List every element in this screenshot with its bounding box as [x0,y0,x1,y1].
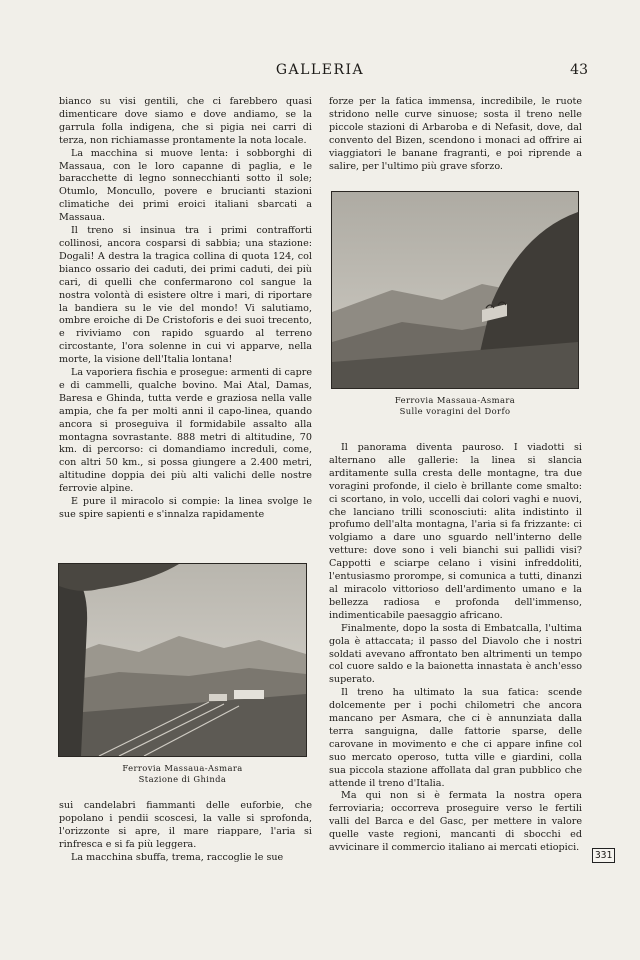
paragraph: E pure il miracolo si compie: la linea svolge le sue spire sapienti e s'innalza rapidamente [59,496,312,520]
dorfo-photo-image [332,192,578,388]
left-column-bottom [59,800,312,865]
caption-line: Ferrovia Massaua-Asmara [122,763,243,773]
page-number: 43 [570,62,588,78]
figure-ghinda-station [58,563,307,784]
left-column-top [59,96,312,522]
running-header-title: GALLERIA [275,62,365,78]
paragraph: Il treno ha ultimato la sua fatica: scende dolcemente per i pochi chilometri che ancora mancano per Asmara, che ci è annunziata dalla terra sanguigna, dalle fattorie sparse, delle carovane in movimento e che ci appare infine col suo mercato operoso, tutta ville e giardini, colla sua piccola stazione affollata dal gran pubblico che attende il treno d'Italia. [329,687,582,789]
caption-line: Ferrovia Massaua-Asmara [394,395,516,405]
paragraph: La macchina sbuffa, trema, raccoglie le sue [71,851,284,863]
caption-line: Stazione di Ghinda [138,773,227,784]
paragraph: La macchina si muove lenta: i sobborghi di Massaua, con le loro capanne di paglia, e le baracchette di legno sonnecchianti sotto il sole; Otumlo, Moncullo, povere e brucianti stazioni climatiche dei primi eroici italiani sbarcati a Massaua. [59,147,312,224]
right-column-bottom [329,442,582,855]
photo-dorfo-viaduct [331,191,579,389]
ghinda-photo-image [59,564,306,756]
paragraph: sui candelabri fiammanti delle euforbie, che popolano i pendii scoscesi, la valle si sprofonda, l'orizzonte si apre, il mare riappare, l'aria si rinfresca e si fa più leggera. [59,800,312,850]
paragraph: Ma qui non si è fermata la nostra opera ferroviaria; occorreva proseguire verso le fertili valli del Barca e del Gasc, per mettere in valore quelle vaste regioni, mancanti di sbocchi ed avvicinare il commercio italiano ai mercati etiopici. [329,790,582,854]
figure-caption [58,763,307,784]
photo-ghinda-station [58,563,307,757]
paragraph: Il panorama diventa pauroso. I viadotti si alternano alle gallerie: la linea si slancia arditamente sulla cresta delle montagne, tra due voragini profonde, il cielo è brillante come smalto: ci scortano, in volo, uccelli dai colori vaghi e nuovi, che lanciano trilli sconosciuti: alita indistinto il profumo dell'alta montagna, l'aria si fa frizzante: ci volgiamo a dare uno sguardo nell'interno delle vetture: dove sono i veli bianchi sui pallidi visi? Cappotti e sciarpe celano i visini infreddoliti, l'entusiasmo prorompe, si comunica a tutti, dinanzi al miracolo vittorioso dell'ardimento umano e la bellezza radiosa e profonda dell'immenso, indimenticabile paesaggio africano. [329,442,582,621]
archive-stamp: 331 [592,848,615,863]
paragraph: La vaporiera fischia e prosegue: armenti di capre e di cammelli, qualche bovino. Mai Atal, Damas, Baresa e Ghinda, tutta verde e graziosa nella valle ampia, che fa per molti anni il capo-linea, quando ancora si proseguiva il formidabile assalto alla montagna sovrastante. 888 metri di altitudine, 70 km. di percorso: ci domandiamo increduli, come, con altri 50 km., si possa giungere a 2.400 metri, altitudine doppia dei più alti valichi delle nostre ferrovie alpine. [59,367,312,495]
caption-line: Sulle voragini del Dorfo [399,405,511,416]
paragraph: Il treno si insinua tra i primi contrafforti collinosi, ancora cosparsi di sabbia; una stazione: Dogali! A destra la tragica collina di quota 124, col bianco ossario dei caduti, dei primi caduti, dei più cari, di quelli che confermarono col sangue la nostra volontà di esistere oltre i mari, di riportare la bandiera su le vie del mondo! Vi salutiamo, ombre eroiche di De Cristoforis e dei suoi trecento, e riviviamo con rapido sguardo al terreno circostante, l'ora solenne in cui vi apparve, nella morte, la visione dell'Italia lontana! [59,225,312,366]
figure-dorfo-viaduct [331,191,579,416]
figure-caption [331,395,579,416]
paragraph: forze per la fatica immensa, incredibile, le ruote stridono nelle curve sinuose; sosta il treno nelle piccole stazioni di Arbaroba e di Nefasit, dove, dal convento del Bizen, scendono i monaci ad offrire ai viaggiatori le banane fragranti, e poi riprende a salire, per l'ultimo più grave sforzo. [329,96,582,172]
right-column-top [329,96,582,173]
paragraph: Finalmente, dopo la sosta di Embatcalla, l'ultima gola è attaccata; il passo del Diavolo che i nostri soldati avevano affrontato ben altrimenti un tempo col cuore saldo e la baionetta innastata è anch'esso superato. [329,622,582,686]
paragraph: bianco su visi gentili, che ci farebbero quasi dimenticare dove siamo e dove andiamo, se la garrula folla indigena, che si pigia nei carri di terza, non richiamasse prontamente la nota locale. [59,96,312,146]
